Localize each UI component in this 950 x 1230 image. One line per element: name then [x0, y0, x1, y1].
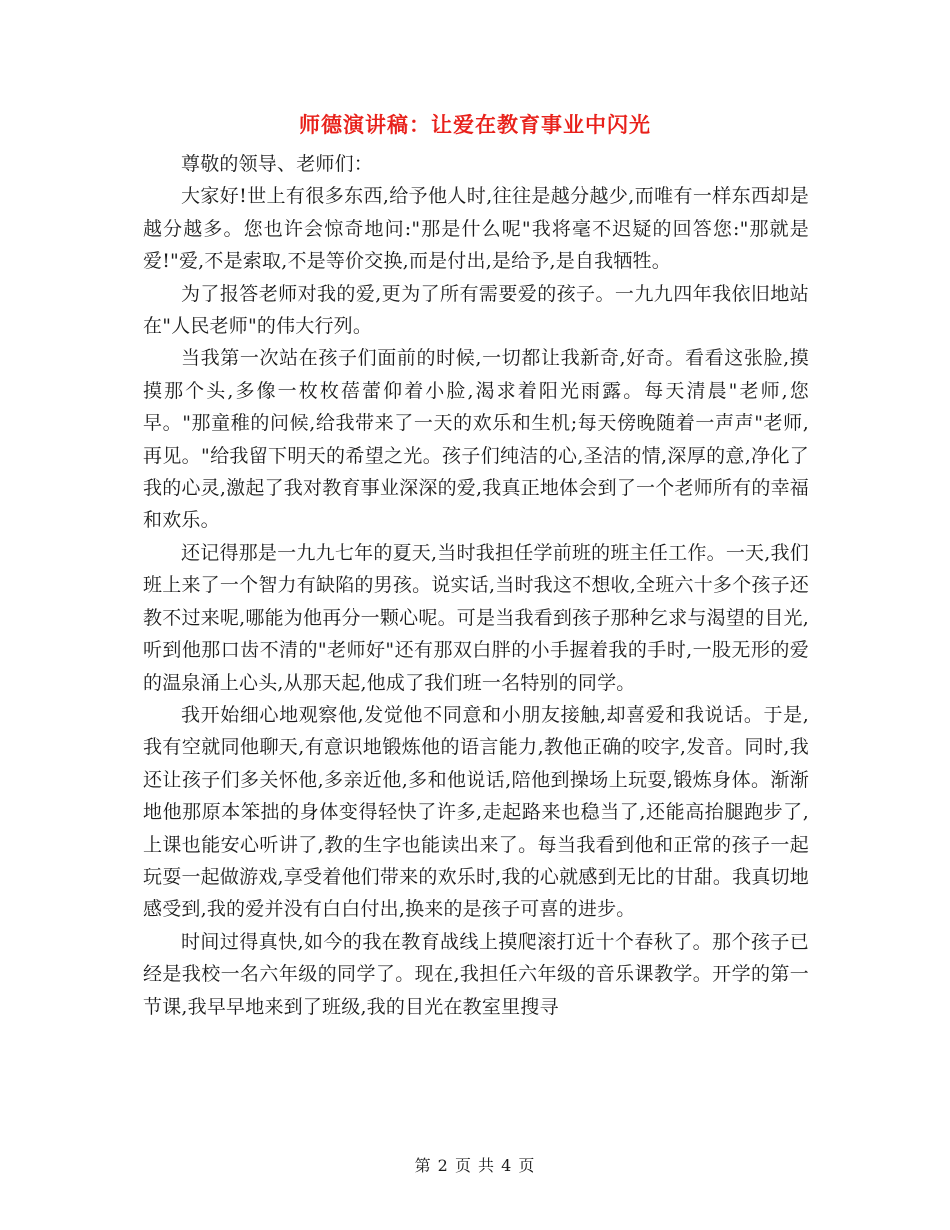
paragraph: 还记得那是一九九七年的夏天,当时我担任学前班的班主任工作。一天,我们班上来了一个智力有缺陷的男孩。说实话,当时我这不想收,全班六十多个孩子还教不过来呢,哪能为他再分一颗心呢。可是当我看到孩子那种乞求与渴望的目光,听到他那口齿不清的"老师好"还有那双白胖的小手握着我的手时,一股无形的爱的温泉涌上心头,从那天起,他成了我们班一名特别的同学。 — [143, 541, 809, 694]
document-title: 师德演讲稿：让爱在教育事业中闪光 — [299, 112, 651, 137]
paragraph: 我开始细心地观察他,发觉他不同意和小朋友接触,却喜爱和我说话。于是,我有空就同他聊天,有意识地锻炼他的语言能力,教他正确的咬字,发音。同时,我还让孩子们多关怀他,多亲近他,多和他说话,陪他到操场上玩耍,锻炼身体。渐渐地他那原本笨拙的身体变得轻快了许多,走起路来也稳当了,还能高抬腿跑步了,上课也能安心听讲了,教的生字也能读出来了。每当我看到他和正常的孩子一起玩耍一起做游戏,享受着他们带来的欢乐时,我的心就感到无比的甘甜。我真切地感受到,我的爱并没有白白付出,换来的是孩子可喜的进步。 — [143, 703, 809, 921]
salutation: 尊敬的领导、老师们： — [181, 153, 374, 175]
document-body — [143, 148, 809, 1023]
page-footer: 第 2 页 共 4 页 — [414, 1156, 536, 1175]
paragraph: 时间过得真快,如今的我在教育战线上摸爬滚打近十个春秋了。那个孩子已经是我校一名六年级的同学了。现在,我担任六年级的音乐课教学。开学的第一节课,我早早地来到了班级,我的目光在教室里搜寻 — [143, 930, 809, 1018]
paragraph: 大家好!世上有很多东西,给予他人时,往往是越分越少,而唯有一样东西却是越分越多。您也许会惊奇地问:"那是什么呢"我将毫不迟疑的回答您:"那就是爱!"爱,不是索取,不是等价交换,而是付出,是给予,是自我牺牲。 — [143, 185, 809, 273]
paragraph: 为了报答老师对我的爱,更为了所有需要爱的孩子。一九九四年我依旧地站在"人民老师"的伟大行列。 — [143, 282, 809, 338]
paragraph: 当我第一次站在孩子们面前的时候,一切都让我新奇,好奇。看看这张脸,摸摸那个头,多像一枚枚蓓蕾仰着小脸,渴求着阳光雨露。每天清晨"老师,您早。"那童稚的问候,给我带来了一天的欢乐和生机;每天傍晚随着一声声"老师,再见。"给我留下明天的希望之光。孩子们纯洁的心,圣洁的情,深厚的意,净化了我的心灵,激起了我对教育事业深深的爱,我真正地体会到了一个老师所有的幸福和欢乐。 — [143, 347, 809, 532]
